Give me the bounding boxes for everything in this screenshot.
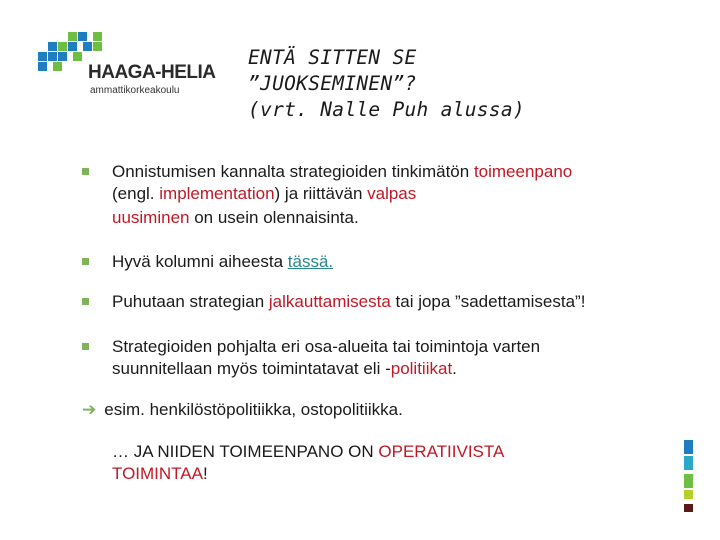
bullet-square-icon: [82, 343, 89, 350]
bullet-4-text: Strategioiden pohjalta eri osa-alueita tai toimintoja varten: [112, 337, 541, 356]
arrow-item: [82, 399, 403, 421]
closing-text-2: !: [203, 464, 208, 483]
side-bar-cyan: [684, 456, 693, 470]
bullet-1-text-2: (engl.: [112, 184, 160, 203]
title-line-1: ENTÄ SITTEN SE: [248, 46, 417, 69]
bullet-1-highlight-implementation: implementation: [159, 184, 275, 203]
slide-title: [248, 45, 548, 123]
bullet-4-highlight: politiikat: [390, 359, 453, 378]
bullet-1-highlight-uusiminen: uusiminen: [112, 208, 190, 227]
arrow-item-text: esim. henkilöstöpolitiikka, ostopolitiikka.: [104, 400, 403, 419]
arrow-right-icon: ➔: [82, 400, 97, 419]
logo-name: HAAGA-HELIA: [88, 62, 216, 83]
column-link[interactable]: tässä.: [287, 252, 334, 271]
bullet-1-highlight-toimeenpano: toimeenpano: [473, 162, 573, 181]
closing-statement: [112, 441, 632, 485]
bullet-1-text-4: on usein olennaisinta.: [189, 208, 359, 227]
bullet-1-highlight-valpas: valpas: [367, 184, 417, 203]
side-bar-blue: [684, 440, 693, 454]
bullet-2: [82, 251, 682, 273]
side-bar-dark: [684, 504, 693, 512]
side-bar-green: [684, 474, 693, 488]
bullet-3-text: Puhutaan strategian: [112, 292, 269, 311]
closing-highlight-operatiivista: OPERATIIVISTA: [378, 442, 505, 461]
bullet-2-text: Hyvä kolumni aiheesta: [112, 252, 288, 271]
bullet-1: [82, 161, 682, 229]
title-line-3: (vrt. Nalle Puh alussa): [248, 98, 525, 121]
logo-subtitle: ammattikorkeakoulu: [90, 85, 180, 96]
bullet-square-icon: [82, 258, 89, 265]
side-bar-lime: [684, 490, 693, 499]
bullet-4-text-3: .: [452, 359, 457, 378]
bullet-4-text-2: suunnitellaan myös toimintatavat eli -: [112, 359, 391, 378]
bullet-4: [82, 336, 682, 380]
bullet-square-icon: [82, 168, 89, 175]
bullet-3-highlight: jalkauttamisesta: [268, 292, 391, 311]
closing-highlight-toimintaa: TOIMINTAA: [112, 464, 203, 483]
closing-text: … JA NIIDEN TOIMEENPANO ON: [112, 442, 379, 461]
title-line-2: ”JUOKSEMINEN”?: [248, 72, 417, 95]
bullet-3: [82, 291, 682, 313]
bullet-3-text-2: tai jopa ”sadettamisesta”!: [390, 292, 586, 311]
bullet-1-text: Onnistumisen kannalta strategioiden tinkimätön: [112, 162, 474, 181]
bullet-1-text-3: ) ja riittävän: [274, 184, 368, 203]
bullet-square-icon: [82, 298, 89, 305]
haaga-helia-logo: [38, 32, 216, 102]
